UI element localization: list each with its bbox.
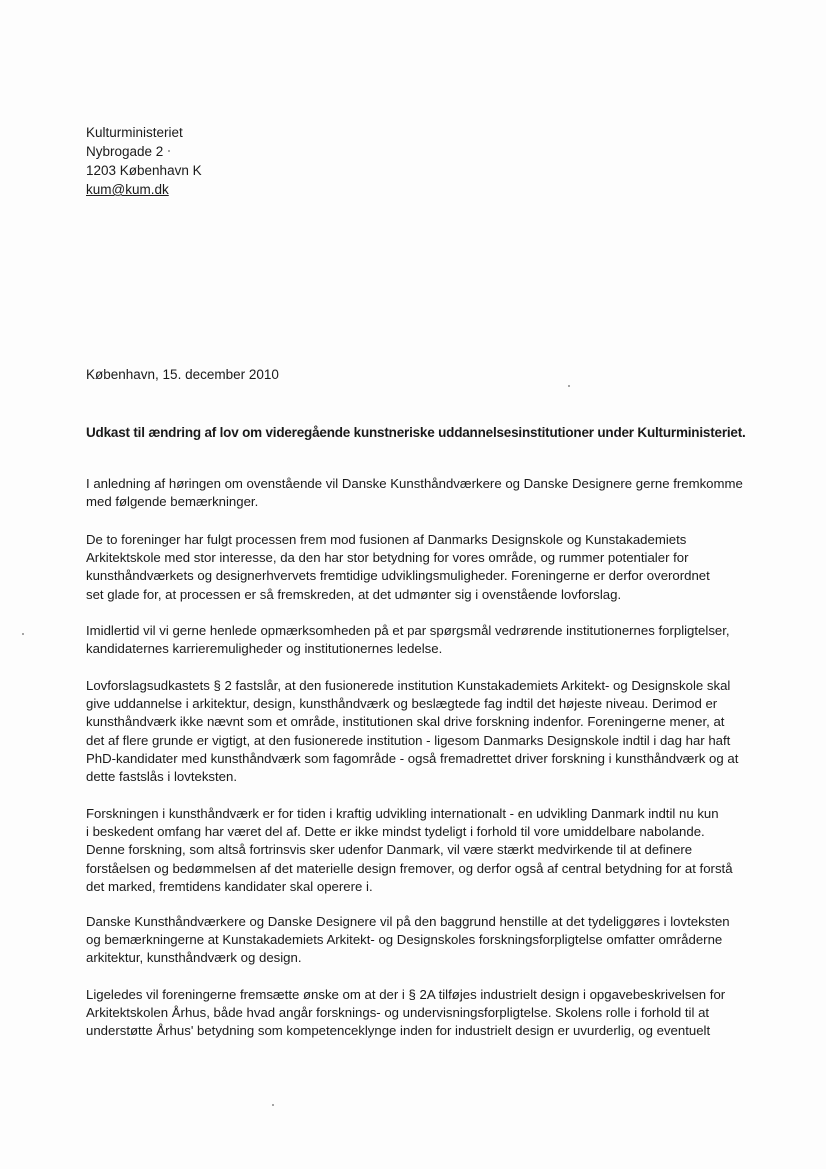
- paragraph-line: forståelsen og bedømmelsen af det materielle design fremover, og derfor også af central betydning for at forstå: [86, 860, 733, 876]
- paragraph-line: arkitektur, kunsthåndværk og design.: [86, 950, 302, 966]
- scan-speck: [168, 150, 170, 152]
- paragraph-line: understøtte Århus' betydning som kompetenceklynge inden for industrielt design er uvurderlig, og eventuelt: [86, 1023, 711, 1039]
- scan-speck: [272, 1104, 274, 1106]
- recipient-email-link[interactable]: kum@kum.dk: [86, 182, 169, 197]
- paragraph: [86, 475, 766, 511]
- paragraph-line: det af flere grunde er vigtigt, at den fusionerede institution - ligesom Danmarks Designskole indtil i dag har haft: [86, 732, 731, 748]
- paragraph-line: det marked, fremtidens kandidater skal operere i.: [86, 878, 373, 894]
- paragraph-line: Lovforslagsudkastets § 2 fastslår, at den fusionerede institution Kunstakademiets Arkitekt- og Designskole skal: [86, 678, 731, 693]
- paragraph: [86, 986, 766, 1041]
- paragraph: [86, 805, 766, 896]
- letter-subject: Udkast til ændring af lov om videregående kunstneriske uddannelsesinstitutioner under Kulturministeriet.: [86, 425, 746, 440]
- paragraph-line: Denne forskning, som altså fortrinsvis sker udenfor Danmark, vil være stærkt medvirkende til at definere: [86, 842, 693, 858]
- paragraph-line: set glade for, at processen er så fremskreden, at det udmønter sig i ovenstående lovforslag.: [86, 586, 622, 602]
- recipient-city: 1203 København K: [86, 163, 202, 178]
- paragraph-line: Arkitektskole med stor interesse, da den har stor betydning for vores område, og rummer potentialer for: [86, 550, 689, 566]
- paragraph-line: Ligeledes vil foreningerne fremsætte ønske om at der i § 2A tilføjes industrielt design i opgavebeskrivelsen for: [86, 987, 726, 1002]
- paragraph-line: dette fastslås i lovteksten.: [86, 769, 237, 785]
- recipient-street: Nybrogade 2: [86, 144, 164, 159]
- paragraph-line: Arkitektskolen Århus, både hvad angår forsknings- og undervisningsforpligtelse. Skolens rolle i forhold til at: [86, 1005, 710, 1021]
- paragraph-line: i beskedent omfang har været del af. Dette er ikke mindst tydeligt i forhold til vore umiddelbare nabolande.: [86, 824, 705, 840]
- letter-date: København, 15. december 2010: [86, 367, 279, 382]
- paragraph-line: De to foreninger har fulgt processen frem mod fusionen af Danmarks Designskole og Kunstakademiets: [86, 532, 687, 547]
- paragraph-line: og bemærkningerne at Kunstakademiets Arkitekt- og Designskoles forskningsforpligtelse omfatter områderne: [86, 932, 723, 948]
- paragraph-line: Forskningen i kunsthåndværk er for tiden i kraftig udvikling internationalt - en udvikling Danmark indtil nu kun: [86, 806, 719, 821]
- paragraph-line: kandidaternes karrieremuligheder og institutionernes ledelse.: [86, 641, 443, 657]
- paragraph-line: med følgende bemærkninger.: [86, 494, 259, 510]
- paragraph-line: kunsthåndværk ikke nævnt som et område, institutionen skal drive forskning indenfor. Foreningerne mener, at: [86, 714, 725, 730]
- paragraph-line: I anledning af høringen om ovenstående vil Danske Kunsthåndværkere og Danske Designere gerne fremkomme: [86, 476, 743, 491]
- paragraph-line: kunsthåndværkets og designerhvervets fremtidige udviklingsmuligheder. Foreningerne er derfor overordnet: [86, 568, 710, 584]
- paragraph: [86, 531, 766, 604]
- scan-speck: [568, 385, 570, 387]
- paragraph: [86, 677, 766, 786]
- paragraph-line: PhD-kandidater med kunsthåndværk som fagområde - også fremadrettet driver forskning i kunsthåndværk og at: [86, 750, 739, 766]
- paragraph-line: give uddannelse i arkitektur, design, kunsthåndværk og beslægtede fag indtil det højeste niveau. Derimod er: [86, 696, 718, 712]
- recipient-address: [86, 123, 202, 199]
- paragraph-line: Danske Kunsthåndværkere og Danske Designere vil på den baggrund henstille at det tydeliggøres i lovteksten: [86, 914, 730, 929]
- recipient-name: Kulturministeriet: [86, 125, 183, 140]
- scan-speck: [22, 633, 24, 635]
- paragraph: [86, 913, 766, 968]
- paragraph: [86, 622, 766, 658]
- paragraph-line: Imidlertid vil vi gerne henlede opmærksomheden på et par spørgsmål vedrørende institutionernes forpligtelser,: [86, 623, 730, 638]
